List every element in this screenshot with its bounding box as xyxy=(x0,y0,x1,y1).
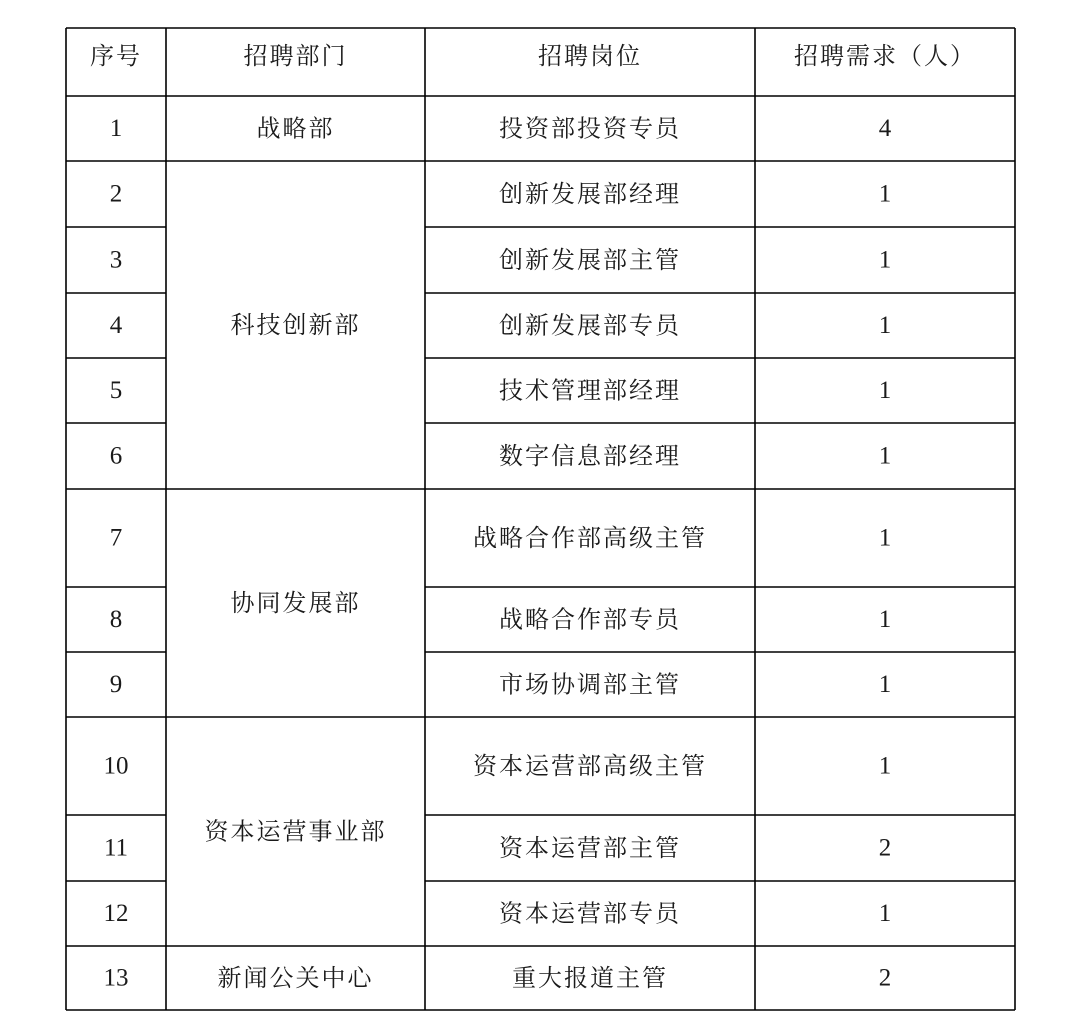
row-index: 9 xyxy=(109,671,123,698)
row-position: 技术管理部经理 xyxy=(499,376,681,405)
row-position: 重大报道主管 xyxy=(512,964,668,992)
row-index: 4 xyxy=(109,312,123,339)
row-demand: 1 xyxy=(878,312,892,339)
row-position: 战略合作部高级主管 xyxy=(473,524,707,552)
row-position: 数字信息部经理 xyxy=(499,442,681,470)
row-demand: 1 xyxy=(878,442,892,470)
row-index: 1 xyxy=(109,115,123,142)
row-demand: 1 xyxy=(878,377,892,404)
row-demand: 1 xyxy=(878,671,892,698)
row-index: 5 xyxy=(109,377,123,404)
row-index: 2 xyxy=(109,180,123,208)
header-position: 招聘岗位 xyxy=(538,42,642,70)
row-position: 资本运营部专员 xyxy=(499,899,681,928)
row-position: 创新发展部主管 xyxy=(499,246,681,274)
row-position: 资本运营部高级主管 xyxy=(473,752,707,780)
row-index: 10 xyxy=(103,752,129,780)
row-position: 资本运营部主管 xyxy=(499,834,681,862)
row-index: 11 xyxy=(103,834,129,862)
department-cell: 协同发展部 xyxy=(230,589,361,617)
department-cell: 新闻公关中心 xyxy=(217,964,374,992)
row-index: 7 xyxy=(109,524,123,552)
header-department: 招聘部门 xyxy=(243,42,348,70)
row-position: 市场协调部主管 xyxy=(499,670,681,699)
row-index: 12 xyxy=(103,900,129,927)
row-demand: 2 xyxy=(878,964,892,992)
row-demand: 1 xyxy=(878,752,892,780)
row-demand: 4 xyxy=(878,115,892,142)
row-index: 8 xyxy=(109,606,123,633)
row-demand: 2 xyxy=(878,834,892,862)
row-index: 6 xyxy=(109,442,123,470)
department-cell: 资本运营事业部 xyxy=(204,817,387,846)
row-demand: 1 xyxy=(878,900,892,927)
row-position: 创新发展部专员 xyxy=(499,311,681,340)
row-index: 13 xyxy=(103,964,129,992)
row-position: 投资部投资专员 xyxy=(499,114,681,143)
header-index: 序号 xyxy=(90,42,142,70)
row-demand: 1 xyxy=(878,180,892,208)
row-demand: 1 xyxy=(878,524,892,552)
row-position: 战略合作部专员 xyxy=(499,605,681,634)
row-index: 3 xyxy=(109,246,123,274)
header-demand: 招聘需求（人） xyxy=(794,42,976,70)
row-position: 创新发展部经理 xyxy=(499,180,681,208)
row-demand: 1 xyxy=(878,246,892,274)
department-cell: 战略部 xyxy=(256,114,335,143)
row-demand: 1 xyxy=(878,606,892,633)
department-cell: 科技创新部 xyxy=(230,311,361,339)
